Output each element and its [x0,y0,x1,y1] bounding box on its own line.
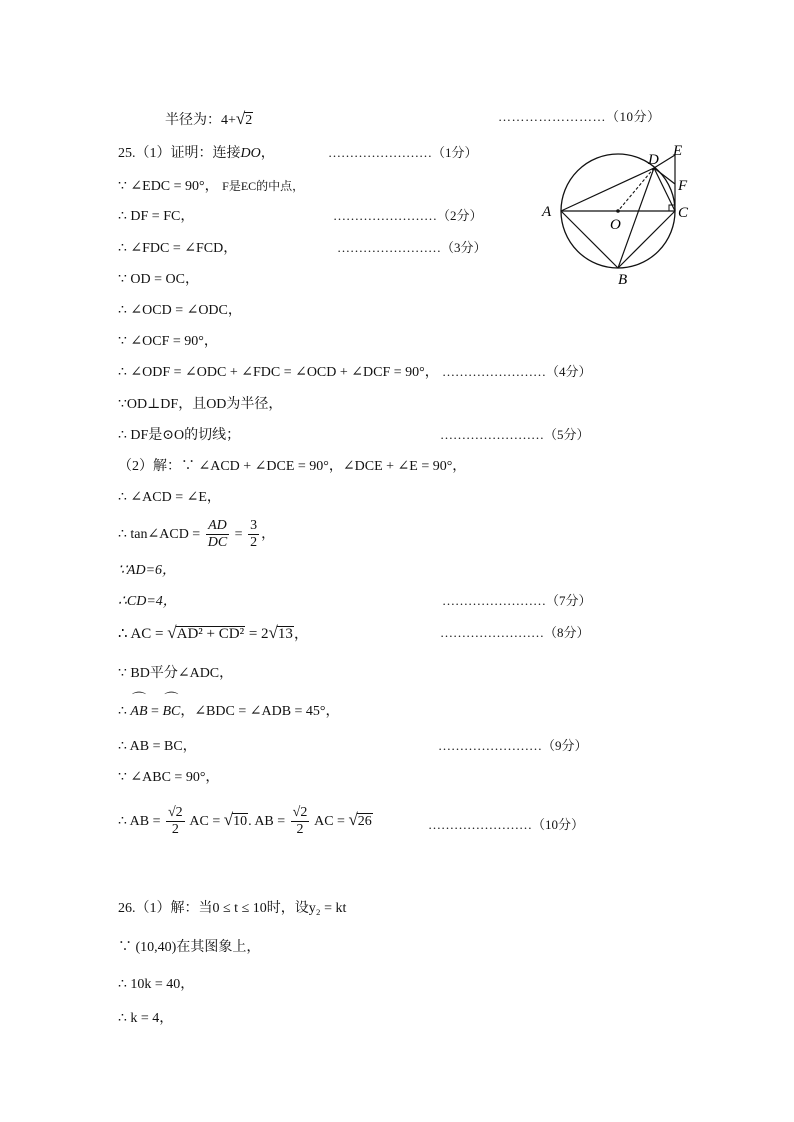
seg-bc [618,211,675,268]
score-3: ……………………（3分） [337,240,487,255]
step-ad: ∵AD=6， [118,563,177,578]
step-acd-e: ∴ ∠ACD = ∠E， [118,490,221,505]
score-9: ……………………（9分） [438,738,588,753]
q26-header: 26.（1）解：当0 ≤ t ≤ 10时，设y₂ = kt [118,901,347,916]
label-b: B [618,272,628,288]
seg-df [654,168,675,184]
step-tan: ∴ tan∠ACD = $\frac{AD}{DC}$ = $\frac{3}{2}$ ， [118,518,276,551]
seg-do-dashed [618,168,654,211]
score-8: ……………………（8分） [440,625,590,640]
step-point: ∵ (10,40)在其图象上， [118,940,261,955]
step-df-fc: ∴ DF = FC， [118,209,195,224]
label-e: E [673,143,683,159]
step-ocd: ∴ ∠OCD = ∠ODC， [118,303,242,318]
step-od-oc: ∵ OD = OC， [118,272,199,287]
step-tangent: ∴ DF是⊙O的切线； [118,428,241,443]
score-4: ……………………（4分） [442,364,592,379]
score-2: ……………………（2分） [333,208,483,223]
radius-line: 半径为：4+√2 [165,109,253,128]
label-f: F [678,178,688,194]
q25-header: 25.（1）证明：连接DO， [118,146,275,161]
score-10-b: ……………………（10分） [428,817,585,832]
step-edc: ∵ ∠EDC = 90°， F是EC的中点， [118,179,305,194]
step-odf: ∴ ∠ODF = ∠ODC + ∠FDC = ∠OCD + ∠DCF = 90°， [118,365,439,380]
circle-diagram [535,140,705,290]
step-ocf: ∵ ∠OCF = 90°， [118,334,218,349]
q25-part2: （2）解：∵ ∠ACD + ∠DCE = 90°，∠DCE + ∠E = 90°， [118,459,467,474]
label-c: C [678,205,689,221]
step-arcs: ∴ ⌒ AB = ⌒ BC，∠BDC = ∠ADB = 45°， [118,703,340,721]
step-abc: ∵ ∠ABC = 90°， [118,770,220,785]
step-cd: ∴CD=4， [118,594,177,609]
step-ab-bc: ∴ AB = BC， [118,739,197,754]
center-dot [616,209,620,213]
step-bisect: ∵ BD平分∠ADC， [118,666,234,681]
step-ab-final: ∴ AB = $\frac{√2}{2}$ AC = √10. AB = $\frac{√2}{2}$ AC = √26 [118,805,372,838]
label-a: A [542,204,552,220]
seg-bd [618,168,654,268]
score-7: ……………………（7分） [442,593,592,608]
score-5: ……………………（5分） [440,427,590,442]
step-k: ∴ k = 4， [118,1011,174,1026]
score-10-a: ……………………（10分） [498,109,661,124]
step-fdc: ∴ ∠FDC = ∠FCD， [118,241,238,256]
step-perp: ∵OD⊥DF，且OD为半径， [118,397,283,412]
label-o: O [610,217,621,233]
label-d: D [648,152,659,168]
step-10k: ∴ 10k = 40， [118,977,195,992]
score-1: ……………………（1分） [328,145,478,160]
step-ac: ∴ AC = √AD² + CD² = 2√13， [118,623,309,642]
